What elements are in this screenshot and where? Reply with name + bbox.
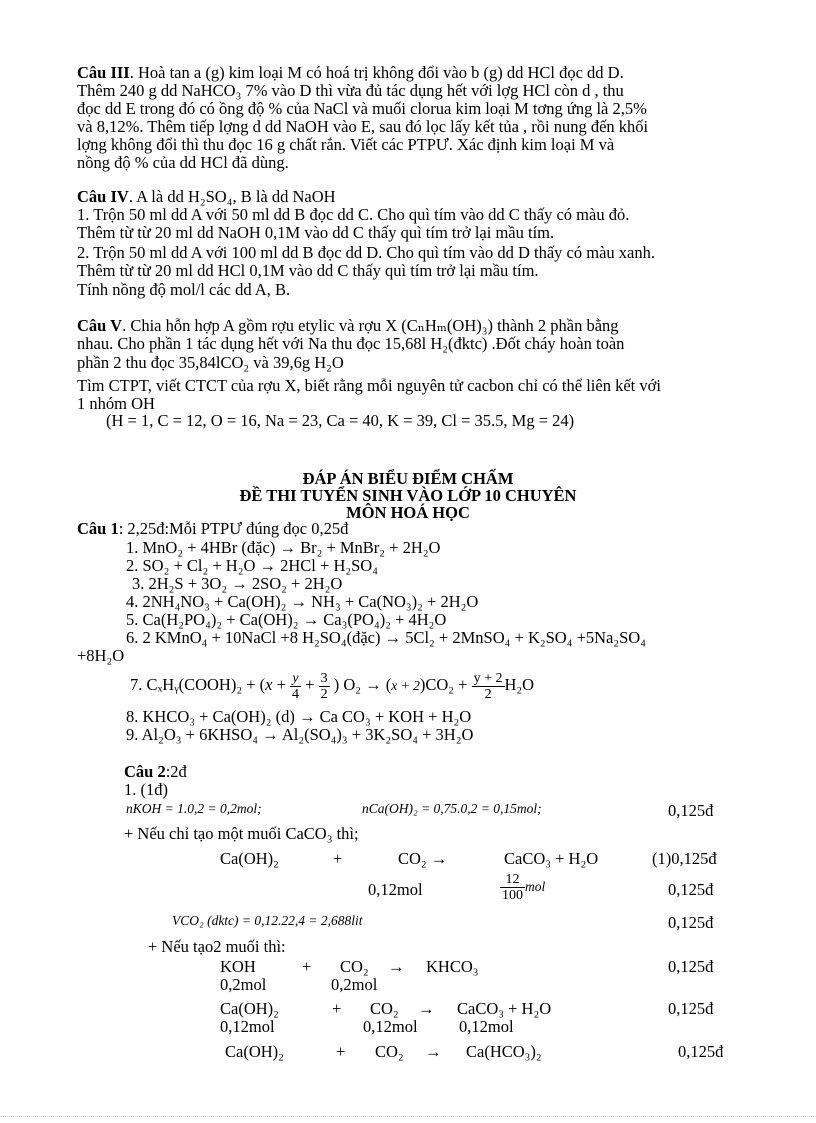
r3-mol-1: 0,12mol: [220, 1017, 275, 1036]
r4-plus: +: [336, 1042, 346, 1061]
v-co2: VCO₂ (dktc) = 0,12.22,4 = 2,688lit: [172, 913, 363, 928]
score-4: 0,125đ: [668, 957, 714, 976]
page-divider: [0, 1116, 816, 1117]
score-5: 0,125đ: [668, 999, 714, 1018]
r4-reactant: Ca(OH)₂: [225, 1042, 284, 1061]
r2-product: KHCO₃: [426, 957, 479, 976]
equation-2: 2. SO₂ + Cl₂ + H₂O → 2HCl + H₂SO₄: [126, 556, 378, 575]
equation-6: 6. 2 KMnO₄ + 10NaCl +8 H₂SO₄(đặc) → 5Cl₂ + 2MnSO₄ + K₂SO₄ +5Na₂SO₄: [126, 628, 646, 647]
r4-arrow: →: [425, 1042, 442, 1061]
cau5-heading: Câu V: [77, 316, 123, 335]
n-caoh2: nCa(OH)₂ = 0,75.0,2 = 0,15mol;: [362, 801, 542, 816]
cau4-line-5: Thêm từ từ 20 ml dd HCl 0,1M vào dd C thấy quì tím trở lại mầu tím.: [77, 261, 539, 280]
score-6: 0,125đ: [678, 1042, 724, 1061]
cau3-line-1: Câu III. Hoà tan a (g) kim loại M có hoá trị không đổi vào b (g) dd HCl đọc dd D.: [77, 63, 624, 82]
frac-12-100: $\frac{12}{100}$ mol: [502, 871, 546, 903]
cau5-line-3: phần 2 thu đọc 35,84lCO₂ và 39,6g H₂O: [77, 353, 344, 372]
atomic-masses: (H = 1, C = 12, O = 16, Na = 23, Ca = 40, K = 39, Cl = 35.5, Mg = 24): [106, 411, 575, 430]
r2-co2: CO₂: [340, 957, 369, 976]
equation-8: 8. KHCO₃ + Ca(OH)₂ (d) → Ca CO₃ + KOH + H₂O: [126, 707, 472, 726]
cau1-intro: Câu 1: 2,25đ:Mỗi PTPƯ đúng đọc 0,25đ: [77, 519, 349, 538]
cau3-line-2: Thêm 240 g dd NaHCO₃ 7% vào D thì vừa đủ tác dụng hết với lợg HCl còn d , thu: [77, 81, 624, 100]
r3-mol-3: 0,12mol: [459, 1017, 514, 1036]
r3-arrow: →: [418, 999, 435, 1018]
n-koh: nKOH = 1.0,2 = 0,2mol;: [126, 801, 262, 816]
r3-plus: +: [332, 999, 342, 1018]
r4-co2: CO₂: [375, 1042, 404, 1061]
cau3-line-4: và 8,12%. Thêm tiếp lợng d dd NaOH vào E, sau đó lọc lấy kết tủa , rồi nung đến khối: [77, 117, 649, 136]
equation-5: 5. Ca(H₂PO₄)₂ + Ca(OH)₂ → Ca₃(PO₄)₂ + 4H₂O: [126, 610, 447, 629]
r2-plus: +: [302, 957, 312, 976]
answer-title-2: ĐỀ THI TUYỂN SINH VÀO LỚP 10 CHUYÊN: [239, 486, 577, 505]
cau5-line-2: nhau. Cho phần 1 tác dụng hết với Na thu đọc 15,68l H₂(đktc) .Đốt cháy hoàn toàn: [77, 334, 625, 353]
score-2: 0,125đ: [668, 880, 714, 899]
score-1: 0,125đ: [668, 801, 714, 820]
cau2-heading-line: Câu 2:2đ: [124, 762, 187, 781]
cau3-line-6: nồng độ % của dd HCl đã dùng.: [77, 153, 289, 172]
r1-co2: CO₂ →: [398, 849, 448, 868]
cau4-line-6: Tính nồng độ mol/l các dd A, B.: [77, 280, 291, 299]
case-two-salts: + Nếu tạo2 muối thì:: [148, 937, 286, 956]
equation-4: 4. 2NH₄NO₃ + Ca(OH)₂ → NH₃ + Ca(NO₃)₂ + 2H₂O: [126, 592, 479, 611]
r1-mol: 0,12mol: [368, 880, 423, 899]
cau3-line-5: lợng không đổi thì thu đọc 16 g chất rắn. Viết các PTPƯ. Xác định kim loại M và: [77, 135, 615, 154]
cau2-part-1: 1. (1đ): [124, 780, 168, 799]
r3-product: CaCO₃ + H₂O: [457, 999, 552, 1018]
equation-7: 7. CₓHᵧ(COOH)₂ + (x + $\frac{y}{4}$ + $\frac{3}{2}$ ) O₂ → (x + 2)CO₂ + $\frac{y + 2}{2}$ H₂O: [130, 670, 535, 702]
r2-koh: KOH: [220, 957, 256, 976]
cau2-heading: Câu 2: [124, 762, 166, 781]
cau4-line-3: Thêm từ từ 20 ml dd NaOH 0,1M vào dd C thấy quì tím trở lại mầu tím.: [77, 223, 555, 242]
r1-plus: +: [333, 849, 343, 868]
cau3-heading: Câu III: [77, 63, 130, 82]
cau4-heading: Câu IV: [77, 187, 129, 206]
cau5-line-4: Tìm CTPT, viết CTCT của rợu X, biết rằng mỗi nguyên tử cacbon chỉ có thể liên kết với: [77, 376, 661, 395]
r3-mol-2: 0,12mol: [363, 1017, 418, 1036]
cau1-heading: Câu 1: [77, 519, 119, 538]
cau5-line-5: 1 nhóm OH: [77, 394, 155, 413]
score-3: 0,125đ: [668, 913, 714, 932]
r2-mol-1: 0,2mol: [220, 975, 267, 994]
case-one-salt: + Nếu chỉ tạo một muối CaCO₃ thì;: [124, 824, 359, 843]
answer-title-1: ĐÁP ÁN BIỂU ĐIỂM CHẤM: [302, 469, 514, 488]
equation-6-cont: +8H₂O: [77, 646, 125, 665]
equation-9: 9. Al₂O₃ + 6KHSO₄ → Al₂(SO₄)₃ + 3K₂SO₄ + 3H₂O: [126, 725, 474, 744]
cau4-line-2: 1. Trộn 50 ml dd A với 50 ml dd B đọc dd C. Cho quì tím vào dd C thấy có màu đỏ.: [77, 205, 630, 224]
r2-arrow: →: [388, 957, 405, 976]
r3-reactant: Ca(OH)₂: [220, 999, 279, 1018]
r1-product: CaCO₃ + H₂O: [504, 849, 599, 868]
r1-score: (1)0,125đ: [652, 849, 717, 868]
fraction-y-over-4: $\frac{y}{4}$: [292, 670, 300, 702]
r4-product: Ca(HCO₃)₂: [466, 1042, 542, 1061]
r3-co2: CO₂: [370, 999, 399, 1018]
r1-reactant: Ca(OH)₂: [220, 849, 279, 868]
r2-mol-2: 0,2mol: [331, 975, 378, 994]
cau4-line-4: 2. Trộn 50 ml dd A với 100 ml dd B đọc dd D. Cho quì tím vào dd D thấy có màu xanh.: [77, 243, 655, 262]
equation-1: 1. MnO₂ + 4HBr (đặc) → Br₂ + MnBr₂ + 2H₂O: [126, 538, 441, 557]
answer-title-3: MÔN HOÁ HỌC: [346, 503, 470, 522]
fraction-3-over-2: $\frac{3}{2}$: [320, 670, 328, 702]
equation-3: 3. 2H₂S + 3O₂ → 2SO₂ + 2H₂O: [132, 574, 343, 593]
cau3-line-3: đọc dd E trong đó có ồng độ % của NaCl và muối clorua kim loại M tơng ứng là 2,5%: [77, 99, 647, 118]
cau5-line-1: Câu V. Chia hỗn hợp A gồm rợu etylic và rợu X (CₙHₘ(OH)₃) thành 2 phần bằng: [77, 316, 619, 335]
fraction-y2-over-2: $\frac{y + 2}{2}$: [473, 670, 503, 702]
cau4-line-1: Câu IV. A là dd H₂SO₄, B là dd NaOH: [77, 187, 336, 206]
